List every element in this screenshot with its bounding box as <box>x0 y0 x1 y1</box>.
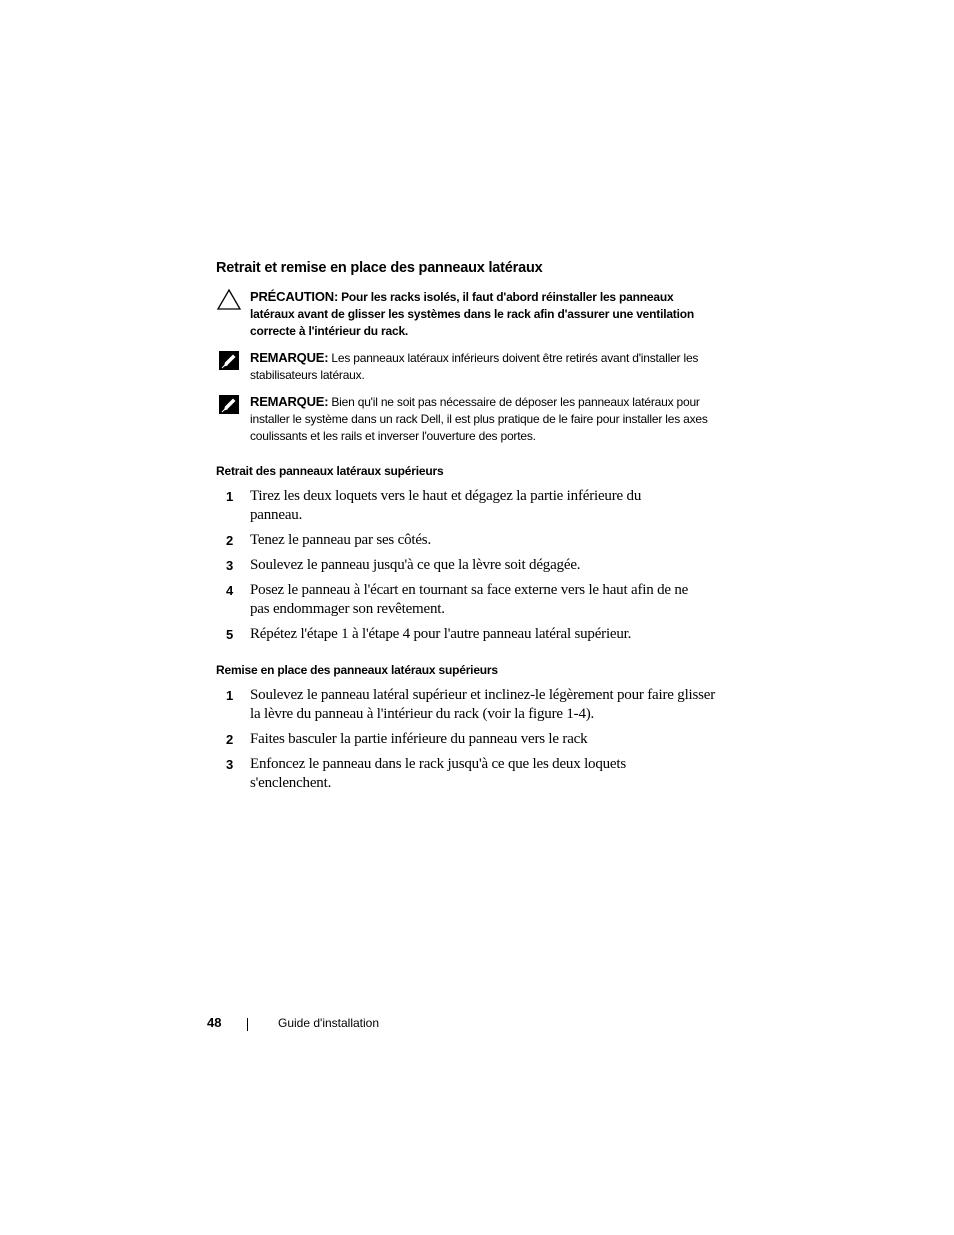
remark-notice <box>216 393 716 447</box>
step-text: Tenez le panneau par ses côtés. <box>250 532 431 548</box>
notice-label: PRÉCAUTION: <box>250 289 339 304</box>
step-number: 3 <box>226 757 234 772</box>
notice-body: Pour les racks isolés, il faut d'abord réinstaller les panneaux latéraux avant de glisser les systèmes dans le rack afin d'assurer une ventilation correcte à l'intérieur du rack. <box>250 290 694 338</box>
step-text: Enfoncez le panneau dans le rack jusqu'à ce que les deux loquets s'enclenchent. <box>250 756 626 791</box>
list-item <box>216 755 690 793</box>
caution-notice <box>216 288 716 342</box>
notice-body: Les panneaux latéraux inférieurs doivent être retirés avant d'installer les stabilisateurs latéraux. <box>250 351 699 382</box>
caution-text <box>250 288 720 340</box>
list-item <box>216 556 686 575</box>
section-title: Retrait et remise en place des panneaux latéraux <box>216 260 543 276</box>
step-text: Soulevez le panneau latéral supérieur et inclinez-le légèrement pour faire glisser la lèvre du panneau à l'intérieur du rack (voir la figure 1-4). <box>250 687 716 722</box>
step-number: 2 <box>226 732 234 747</box>
step-text: Posez le panneau à l'écart en tournant sa face externe vers le haut afin de ne pas endommager son revêtement. <box>250 582 689 617</box>
step-number: 1 <box>226 688 234 703</box>
remark-text <box>250 349 720 384</box>
step-text: Tirez les deux loquets vers le haut et dégagez la partie inférieure du panneau. <box>250 488 642 523</box>
footer-divider <box>247 1018 248 1031</box>
step-number: 4 <box>226 583 234 598</box>
step-text: Répétez l'étape 1 à l'étape 4 pour l'autre panneau latéral supérieur. <box>250 626 632 642</box>
notice-label: REMARQUE: <box>250 350 329 365</box>
footer-title: Guide d'installation <box>278 1016 380 1030</box>
note-pencil-icon <box>216 349 242 373</box>
list-item <box>216 730 716 749</box>
page-number: 48 <box>207 1015 222 1030</box>
step-text: Soulevez le panneau jusqu'à ce que la lèvre soit dégagée. <box>250 557 581 573</box>
step-text: Faites basculer la partie inférieure du panneau vers le rack <box>250 731 588 747</box>
remark-notice <box>216 349 716 385</box>
list-item <box>216 625 686 644</box>
removal-heading: Retrait des panneaux latéraux supérieurs <box>216 464 444 478</box>
list-item <box>216 531 686 550</box>
caution-triangle-icon <box>216 288 242 312</box>
removal-steps <box>216 487 689 650</box>
replacement-heading: Remise en place des panneaux latéraux supérieurs <box>216 663 498 677</box>
replacement-steps <box>216 686 716 799</box>
list-item <box>216 686 716 724</box>
step-number: 1 <box>226 489 234 504</box>
remark-text <box>250 393 720 445</box>
step-number: 2 <box>226 533 234 548</box>
step-number: 5 <box>226 627 234 642</box>
notice-label: REMARQUE: <box>250 394 329 409</box>
step-number: 3 <box>226 558 234 573</box>
note-pencil-icon <box>216 393 242 417</box>
list-item <box>216 487 670 525</box>
list-item <box>216 581 695 619</box>
notice-body: Bien qu'il ne soit pas nécessaire de déposer les panneaux latéraux pour installer le système dans un rack Dell, il est plus pratique de le faire pour installer les axes coulissants et les rails et inverser l'ouverture des portes. <box>250 395 708 443</box>
